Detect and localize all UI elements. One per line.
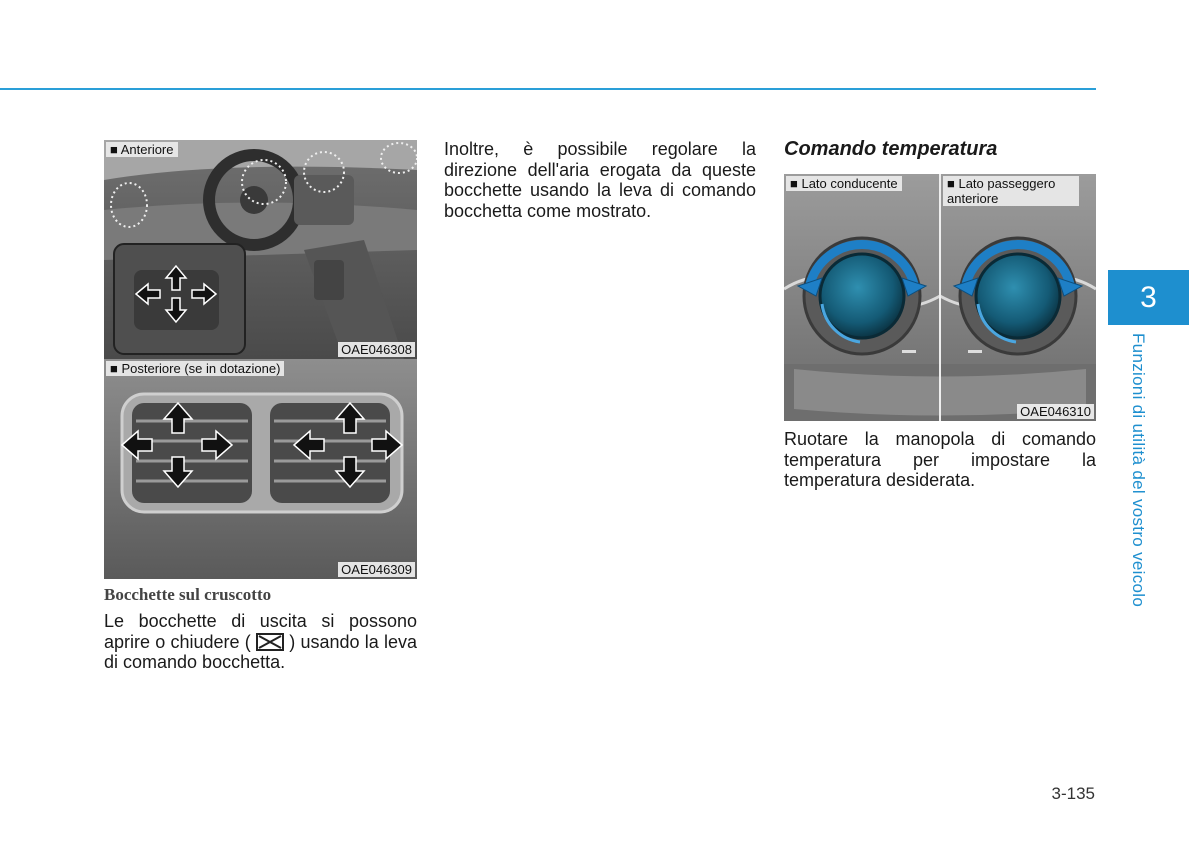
figure-rear-vents bbox=[104, 359, 417, 579]
figure-front-label: ■ Anteriore bbox=[106, 142, 178, 157]
temperature-knob-illustration bbox=[784, 174, 1096, 421]
vent-close-icon bbox=[256, 633, 284, 651]
chapter-side-title bbox=[1126, 333, 1150, 613]
figure-temp-label-right: ■ Lato passeggero anteriore bbox=[943, 176, 1079, 206]
figure-temp-code: OAE046310 bbox=[1017, 404, 1094, 419]
column3-paragraph: Ruotare la manopola di comando temperatura per impostare la temperatura desiderata. bbox=[784, 429, 1096, 490]
figure-front-code: OAE046308 bbox=[338, 342, 415, 357]
figure-rear-label: ■ Posteriore (se in dotazione) bbox=[106, 361, 284, 376]
rear-vent-illustration bbox=[104, 359, 417, 579]
figure-front-vents bbox=[104, 140, 417, 359]
column2-paragraph: Inoltre, è possibile regolare la direzione dell'aria erogata da queste bocchette usando la leva di comando bocchetta come mostrato. bbox=[444, 139, 756, 221]
figure-rear-code: OAE046309 bbox=[338, 562, 415, 577]
section-title-temperature: Comando temperatura bbox=[784, 138, 998, 160]
column1-paragraph bbox=[104, 611, 417, 673]
column1-text-part2: ) usando la leva di comando bocchetta. bbox=[104, 631, 417, 672]
page-number: 3-135 bbox=[1051, 784, 1095, 803]
column1-text-part1: Le bocchette di uscita si possono aprire o chiudere ( bbox=[104, 611, 417, 652]
chapter-tab: 3 bbox=[1108, 270, 1189, 325]
chapter-title-text: Funzioni di utilità del vostro veicolo bbox=[1129, 333, 1148, 608]
figure-temperature-knobs bbox=[784, 174, 1096, 421]
dashboard-illustration bbox=[104, 140, 417, 359]
figure-temp-label-left: ■ Lato conducente bbox=[786, 176, 902, 191]
header-rule bbox=[0, 88, 1096, 90]
figure-caption: Bocchette sul cruscotto bbox=[104, 585, 272, 604]
